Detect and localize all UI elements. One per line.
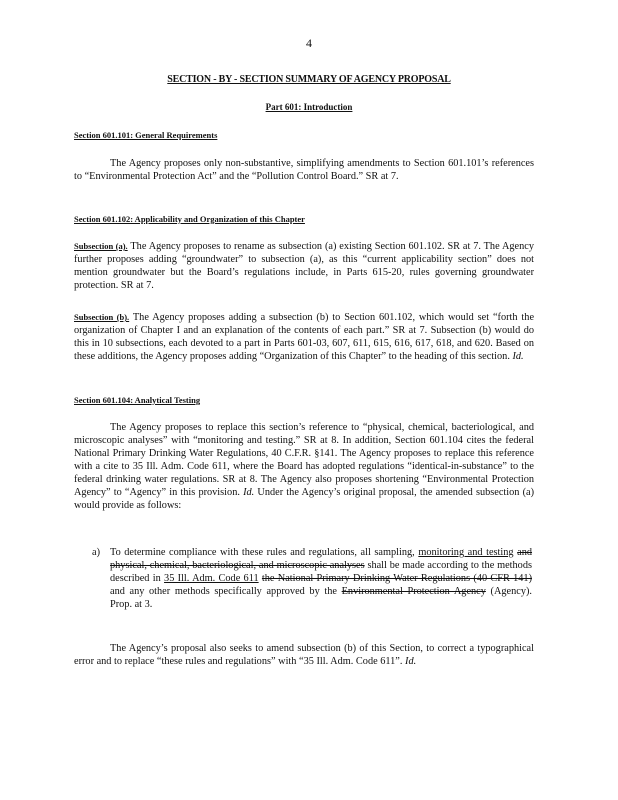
part-heading (0, 102, 618, 112)
subsection-b-label: Subsection (b). (74, 312, 130, 322)
section-104-id-cite-2: Id. (405, 656, 417, 667)
section-101-heading-text: Section 601.101: General Requirements (74, 130, 218, 140)
section-102-heading-text: Section 601.102: Applicability and Organization of this Chapter (74, 214, 305, 224)
section-104-paragraph (74, 421, 534, 512)
quote-part-9: (Agency). Prop. at 3. (110, 586, 533, 610)
document-title-text: SECTION - BY - SECTION SUMMARY OF AGENCY PROPOSAL (167, 74, 451, 85)
section-104-text-3: The Agency’s proposal also seeks to amend subsection (b) of this Section, to correct a typographical error and to replace “these rules and regulations” with “35 Ill. Adm. Code 611”. (74, 643, 534, 667)
section-104-id-cite-1: Id. (243, 487, 255, 498)
section-102-subsection-b (74, 311, 534, 363)
quote-text (110, 546, 532, 611)
quote-part-1: To determine compliance with these rules and regulations, all sampling, (110, 547, 415, 558)
document-title (0, 74, 618, 85)
quote-insert-2: 35 Ill. Adm. Code 611 (164, 573, 259, 584)
quote-delete-1: and physical, chemical, bacteriological, and microscopic analyses (110, 547, 533, 571)
quote-part-7: and any other methods specifically approved by the (110, 586, 337, 597)
section-101-text: The Agency proposes only non-substantive, simplifying amendments to Section 601.101’s references to “Environmental Protection Act” and the “Pollution Control Board.” SR at 7. (74, 158, 534, 182)
section-104-heading-text: Section 601.104: Analytical Testing (74, 395, 201, 405)
section-104-paragraph-b (74, 642, 534, 668)
quote-delete-2: the National Primary Drinking Water Regulations (40 CFR 141) (261, 573, 532, 584)
subsection-a-label: Subsection (a). (74, 241, 128, 251)
section-102-subsection-a (74, 240, 534, 292)
quote-part-4: shall be made according to the methods described in (110, 560, 532, 584)
section-101-heading (74, 130, 217, 140)
page-number: 4 (306, 36, 312, 50)
part-heading-text: Part 601: Introduction (265, 102, 353, 112)
section-104-heading (74, 395, 200, 405)
section-102-heading (74, 214, 305, 224)
section-104-text-2: Under the Agency’s original proposal, the amended subsection (a) would provide as follows: (74, 487, 535, 511)
subsection-a-text: The Agency proposes to rename as subsection (a) existing Section 601.102. SR at 7. The Agency further proposes adding “groundwater” to subsection (a), as this “current applicability section” does not mention groundwater but the Board’s regulations include, in Parts 615-20, rules governing groundwater protection. SR at 7. (74, 241, 534, 291)
section-104-text: The Agency proposes to replace this section’s reference to “physical, chemical, bacteriological, and microscopic analyses” with “monitoring and testing.” SR at 8. In addition, Section 601.104 cites the federal National Primary Drinking Water Regulations, 40 C.F.R. §141. The Agency proposes to replace this reference with a cite to 35 Ill. Adm. Code 611, where the Board has adopted regulations “identical-in-substance” to the federal drinking water regulations. SR at 8. The Agency also proposes shortening “Environmental Protection Agency” to “Agency” in this provision. (74, 422, 534, 498)
section-101-paragraph (74, 157, 534, 183)
quote-delete-3: Environmental Protection Agency (341, 586, 486, 597)
subsection-b-text: The Agency proposes adding a subsection (b) to Section 601.102, which would set “forth the organization of Chapter I and an explanation of the contents of each part.” SR at 7. Subsection (b) would do this in 10 subsections, each devoted to a part in Parts 601-03, 607, 611, 615, 616, 617, 618, and 620. Based on these additions, the Agency proposes adding “Organization of this Chapter” to the heading of this section. (74, 312, 535, 362)
subsection-b-id-cite: Id. (512, 351, 524, 362)
amended-subsection-quote (92, 546, 532, 611)
quote-insert-1: monitoring and testing (418, 547, 514, 558)
quote-marker: a) (92, 547, 100, 558)
